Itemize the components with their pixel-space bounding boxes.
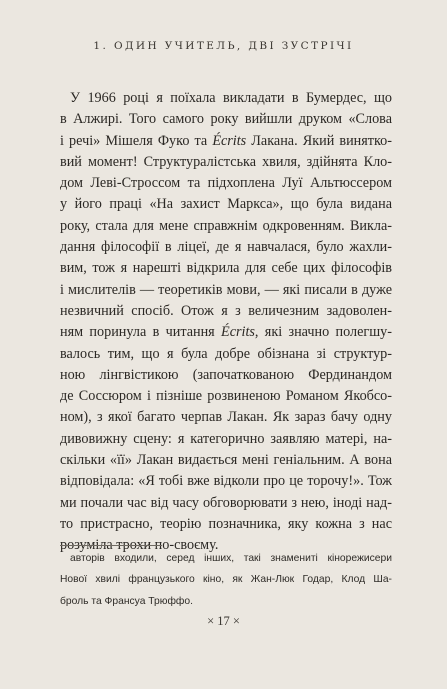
italic-title: Écrits — [212, 132, 247, 149]
body-line: розуміла трохи по-своєму. — [60, 537, 219, 554]
body-paragraph — [60, 88, 392, 557]
body-line: і речі» Мішеля Фуко та Écrits Лакана. Який винятко- — [60, 132, 392, 149]
footnote-line: броль та Франсуа Трюффо. — [60, 595, 193, 607]
body-line: в Алжирі. Того самого року вийшли друком «Слова — [60, 111, 392, 128]
body-line: дання філософії в ліцеї, де я навчалася, було жахли- — [60, 239, 392, 256]
body-line: У 1966 році я поїхала викладати в Бумердес, що — [70, 90, 392, 106]
body-line: де Соссюром і пізніше розвиненою Романом Якобсо- — [60, 388, 392, 405]
footnote-line: авторів входили, серед інших, такі знамениті кінорежисери — [70, 553, 392, 564]
italic-title: Écrits — [221, 324, 255, 341]
body-line: дом Леві-Строссом та підхоплена Луї Альтюссером — [60, 175, 392, 192]
body-line: ном), з якої багато черпав Лакан. Як зараз бачу одну — [60, 409, 392, 426]
footnote-divider — [60, 545, 162, 546]
body-line: валось тим, що я була добре обізнана зі структур- — [60, 345, 392, 362]
body-line: вий момент! Структуралістська хвиля, здійнята Кло- — [60, 153, 392, 170]
body-line: незвичний спосіб. Отож я з величезним задоволен- — [60, 302, 392, 319]
body-line: ми почали час від часу обговорювати з нею, іноді над- — [60, 494, 392, 511]
body-line: року, стала для мене справжнім одкровенням. Викла- — [60, 217, 392, 234]
body-line: у його праці «На захист Маркса», що була видана — [60, 196, 392, 213]
body-line: відповідала: «Я тобі вже відколи про це торочу!». Тож — [60, 473, 392, 490]
body-line: то пристрасно, теорію позначника, яку кожна з нас — [60, 515, 392, 532]
body-line: ням поринула в читання Écrits, які значно полегшу- — [60, 324, 392, 341]
body-line: вим, тож я нарешті відкрила для себе цих філософів — [60, 260, 392, 277]
footnote-line: Нової хвилі французького кіно, як Жан-Люк Годар, Клод Ша- — [60, 574, 392, 586]
page-number: × 17 × — [207, 614, 240, 628]
body-line: ною лінгвістикою (започаткованою Фердинандом — [60, 366, 392, 383]
footnote — [60, 551, 392, 610]
body-line: і мислителів — теоретиків мови, — які писали в дуже — [60, 281, 392, 298]
body-line: дивовижну сцену: я категорично заявляю матері, на- — [60, 430, 392, 447]
running-head: 1. ОДИН УЧИТЕЛЬ, ДВІ ЗУСТРІЧІ — [93, 40, 354, 52]
body-line: скільки «її» Лакан видається мені геніальним. А вона — [60, 452, 392, 469]
